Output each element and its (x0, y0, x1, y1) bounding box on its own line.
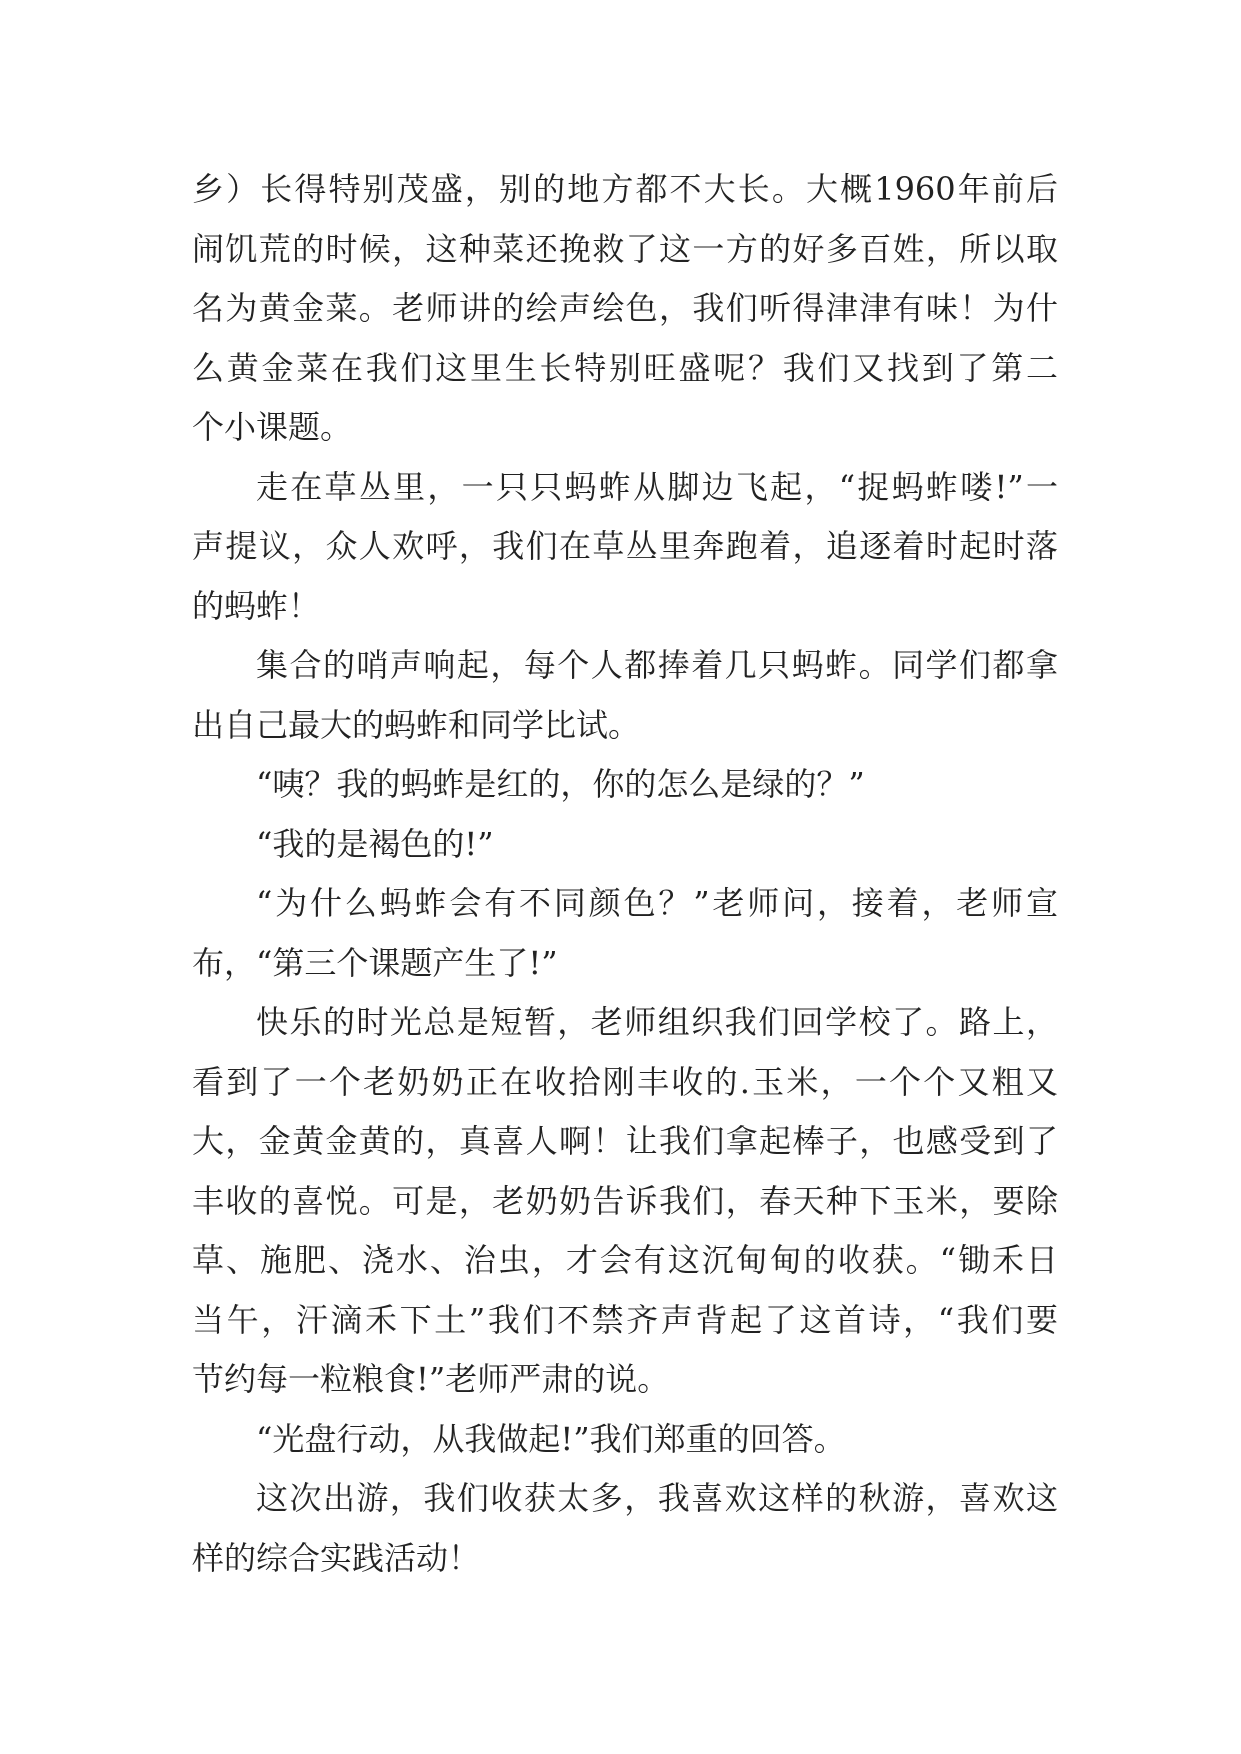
text-line: 草、施肥、浇水、治虫，才会有这沉甸甸的收获。“锄禾日 (192, 1241, 1058, 1279)
text-line: 快乐的时光总是短暂，老师组织我们回学校了。路上， (256, 1003, 1058, 1041)
text-line: 的蚂蚱！ (192, 586, 321, 625)
text-line: “咦？我的蚂蚱是红的，你的怎么是绿的？” (256, 765, 865, 803)
text-line: 个小课题。 (192, 408, 353, 446)
text-line: “我的是褐色的!” (256, 824, 494, 863)
text-line: 走在草丛里，一只只蚂蚱从脚边飞起，“捉蚂蚱喽!”一 (256, 467, 1058, 506)
text-line: 出自己最大的蚂蚱和同学比试。 (192, 705, 641, 744)
text-line: 布，“第三个课题产生了!” (192, 943, 558, 982)
text-line: 看到了一个老奶奶正在收拾刚丰收的.玉米，一个个又粗又 (192, 1062, 1058, 1101)
text-line: 节约每一粒粮食!”老师严肃的说。 (192, 1360, 670, 1398)
text-line: “光盘行动，从我做起!”我们郑重的回答。 (256, 1419, 846, 1458)
text-line: “为什么蚂蚱会有不同颜色？”老师问，接着，老师宣 (256, 884, 1058, 922)
essay-body (192, 160, 1058, 1588)
text-line: 大，金黄金黄的，真喜人啊！让我们拿起棒子，也感受到了 (192, 1122, 1058, 1160)
text-line: 当午，汗滴禾下土”我们不禁齐声背起了这首诗，“我们要 (192, 1300, 1058, 1339)
text-line: 闹饥荒的时候，这种菜还挽救了这一方的好多百姓，所以取 (192, 229, 1058, 268)
text-line: 名为黄金菜。老师讲的绘声绘色，我们听得津津有味！为什 (192, 289, 1058, 327)
text-line: 集合的哨声响起，每个人都捧着几只蚂蚱。同学们都拿 (256, 646, 1058, 684)
text-line: 么黄金菜在我们这里生长特别旺盛呢？我们又找到了第二 (192, 348, 1058, 387)
text-line: 丰收的喜悦。可是，老奶奶告诉我们，春天种下玉米，要除 (192, 1181, 1058, 1220)
text-line: 乡）长得特别茂盛，别的地方都不大长。大概1960年前后 (192, 170, 1058, 208)
text-line: 样的综合实践活动！ (192, 1538, 481, 1577)
text-line: 声提议，众人欢呼，我们在草丛里奔跑着，追逐着时起时落 (192, 527, 1058, 565)
text-line: 这次出游，我们收获太多，我喜欢这样的秋游，喜欢这 (256, 1479, 1058, 1517)
